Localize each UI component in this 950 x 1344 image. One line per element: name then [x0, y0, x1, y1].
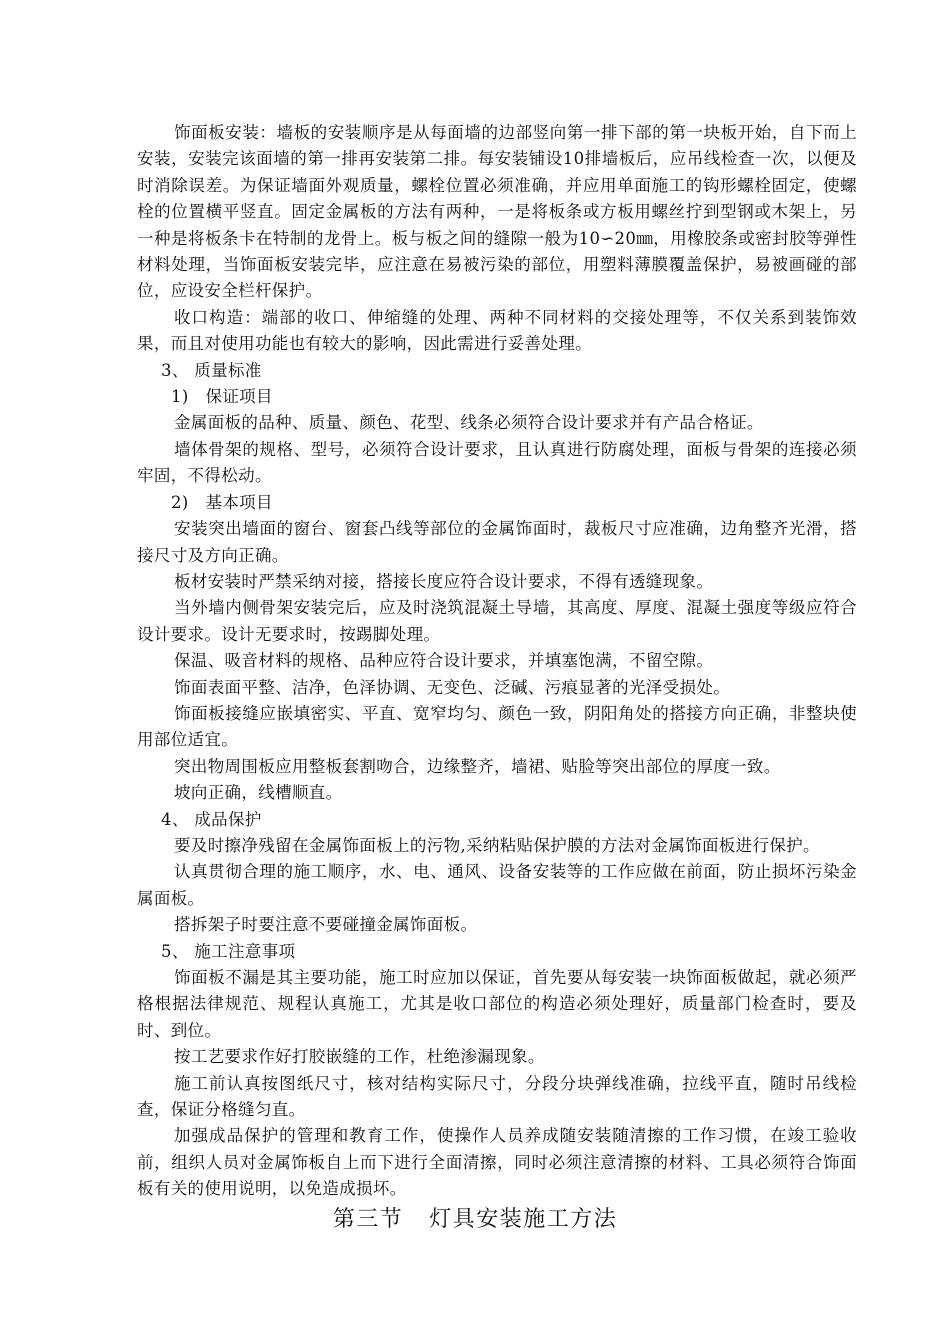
document-body — [137, 120, 857, 1203]
paragraph-joints: 饰面板接缝应嵌填密实、平直、宽窄均匀、颜色一致，阴阳角处的搭接方向正确，非整块使用部位适宜。 — [137, 703, 857, 750]
subheading-basic-items: 2) 基本项目 — [171, 492, 273, 512]
paragraph-protruding-parts: 安装突出墙面的窗台、窗套凸线等部位的金属饰面时，裁板尺寸应准确，边角整齐光滑，搭接尺寸及方向正确。 — [137, 519, 857, 565]
paragraph-edge-construction: 收口构造：端部的收口、伸缩缝的处理、两种不同材料的交接处理等，不仅关系到装饰效果，而且对使用功能也有较大的影响，因此需进行妥善处理。 — [137, 307, 857, 354]
paragraph-panel-installation: 饰面板安装：墙板的安装顺序是从每面墙的边部竖向第一排下部的第一块板开始，自下而上安装，安装完该面墙的第一排再安装第二排。每安装铺设10排墙板后，应吊线检查一次，以便及时消除误差。为保证墙面外观质量，螺栓位置必须准确，并应用单面施工的钩形螺栓固定，使螺栓的位置横平竖直。固定金属板的方法有两种，一是将板条或方板用螺丝拧到型钢或木架上，另一种是将板条卡在特制的龙骨上。板与板之间的缝隙一般为10∽20㎜，用橡胶条或密封胶等弹性材料处理，当饰面板安装完毕，应注意在易被污染的部位，用塑料薄膜覆盖保护，易被画碰的部位，应设安全栏杆保护。 — [137, 123, 857, 301]
paragraph-protrusion-panels: 突出物周围板应用整板套割吻合，边缘整齐，墙裙、贴脸等突出部位的厚度一致。 — [174, 756, 781, 776]
paragraph-layout-check: 施工前认真按图纸尺寸，核对结构实际尺寸，分段分块弹线准确，拉线平直，随时吊线检查，保证分格缝匀直。 — [137, 1073, 857, 1120]
paragraph-sealing: 按工艺要求作好打胶嵌缝的工作，杜绝渗漏现象。 — [174, 1047, 545, 1067]
paragraph-protection-management: 加强成品保护的管理和教育工作，使操作人员养成随安装随清擦的工作习惯，在竣工验收前，组织人员对金属饰板自上而下进行全面清擦，同时必须注意清擦的材料、工具必须符合饰面板有关的使用说明，以免造成损坏。 — [137, 1126, 857, 1199]
section-title — [0, 1202, 950, 1238]
paragraph-guide-wall: 当外墙内侧骨架安装完后，应及时浇筑混凝土导墙，其高度、厚度、混凝土强度等级应符合设计要求。设计无要求时，按踢脚处理。 — [137, 598, 857, 644]
paragraph-frame-spec: 墙体骨架的规格、型号，必须符合设计要求，且认真进行防腐处理，面板与骨架的连接必须牢固，不得松动。 — [137, 439, 857, 486]
paragraph-panel-quality: 金属面板的品种、质量、颜色、花型、线条必须符合设计要求并有产品合格证。 — [174, 413, 764, 433]
heading-construction-notes: 5、 施工注意事项 — [161, 941, 296, 961]
heading-quality-standard: 3、 质量标准 — [161, 360, 262, 380]
paragraph-scaffolding: 搭拆架子时要注意不要碰撞金属饰面板。 — [174, 915, 478, 935]
paragraph-no-butt-joint: 板材安装时严禁采纳对接，搭接长度应符合设计要求，不得有透缝现象。 — [174, 571, 714, 591]
paragraph-slope: 坡向正确，线槽顺直。 — [174, 783, 343, 803]
paragraph-leak-proof: 饰面板不漏是其主要功能，施工时应加以保证，首先要从每安装一块饰面板做起，就必须严格根据法律规范、规程认真施工，尤其是收口部位的构造必须处理好，质量部门检查时，要及时、到位。 — [137, 968, 857, 1040]
paragraph-cleaning: 要及时擦净残留在金属饰面板上的污物,采纳粘贴保护膜的方法对金属饰面板进行保护。 — [174, 835, 820, 855]
subheading-guarantee-items: 1) 保证项目 — [171, 387, 273, 407]
section-number: 第三节 — [332, 1207, 404, 1232]
paragraph-construction-order: 认真贯彻合理的施工顺序，水、电、通风、设备安装等的工作应做在前面，防止损坏污染金属面板。 — [137, 862, 857, 908]
paragraph-insulation: 保温、吸音材料的规格、品种应符合设计要求，并填塞饱满，不留空隙。 — [174, 651, 714, 671]
heading-product-protection: 4、 成品保护 — [161, 809, 262, 829]
paragraph-surface-finish: 饰面表面平整、洁净，色泽协调、无变色、泛碱、污痕显著的光泽受损处。 — [174, 677, 731, 697]
section-title-text: 灯具安装施工方法 — [429, 1207, 618, 1232]
